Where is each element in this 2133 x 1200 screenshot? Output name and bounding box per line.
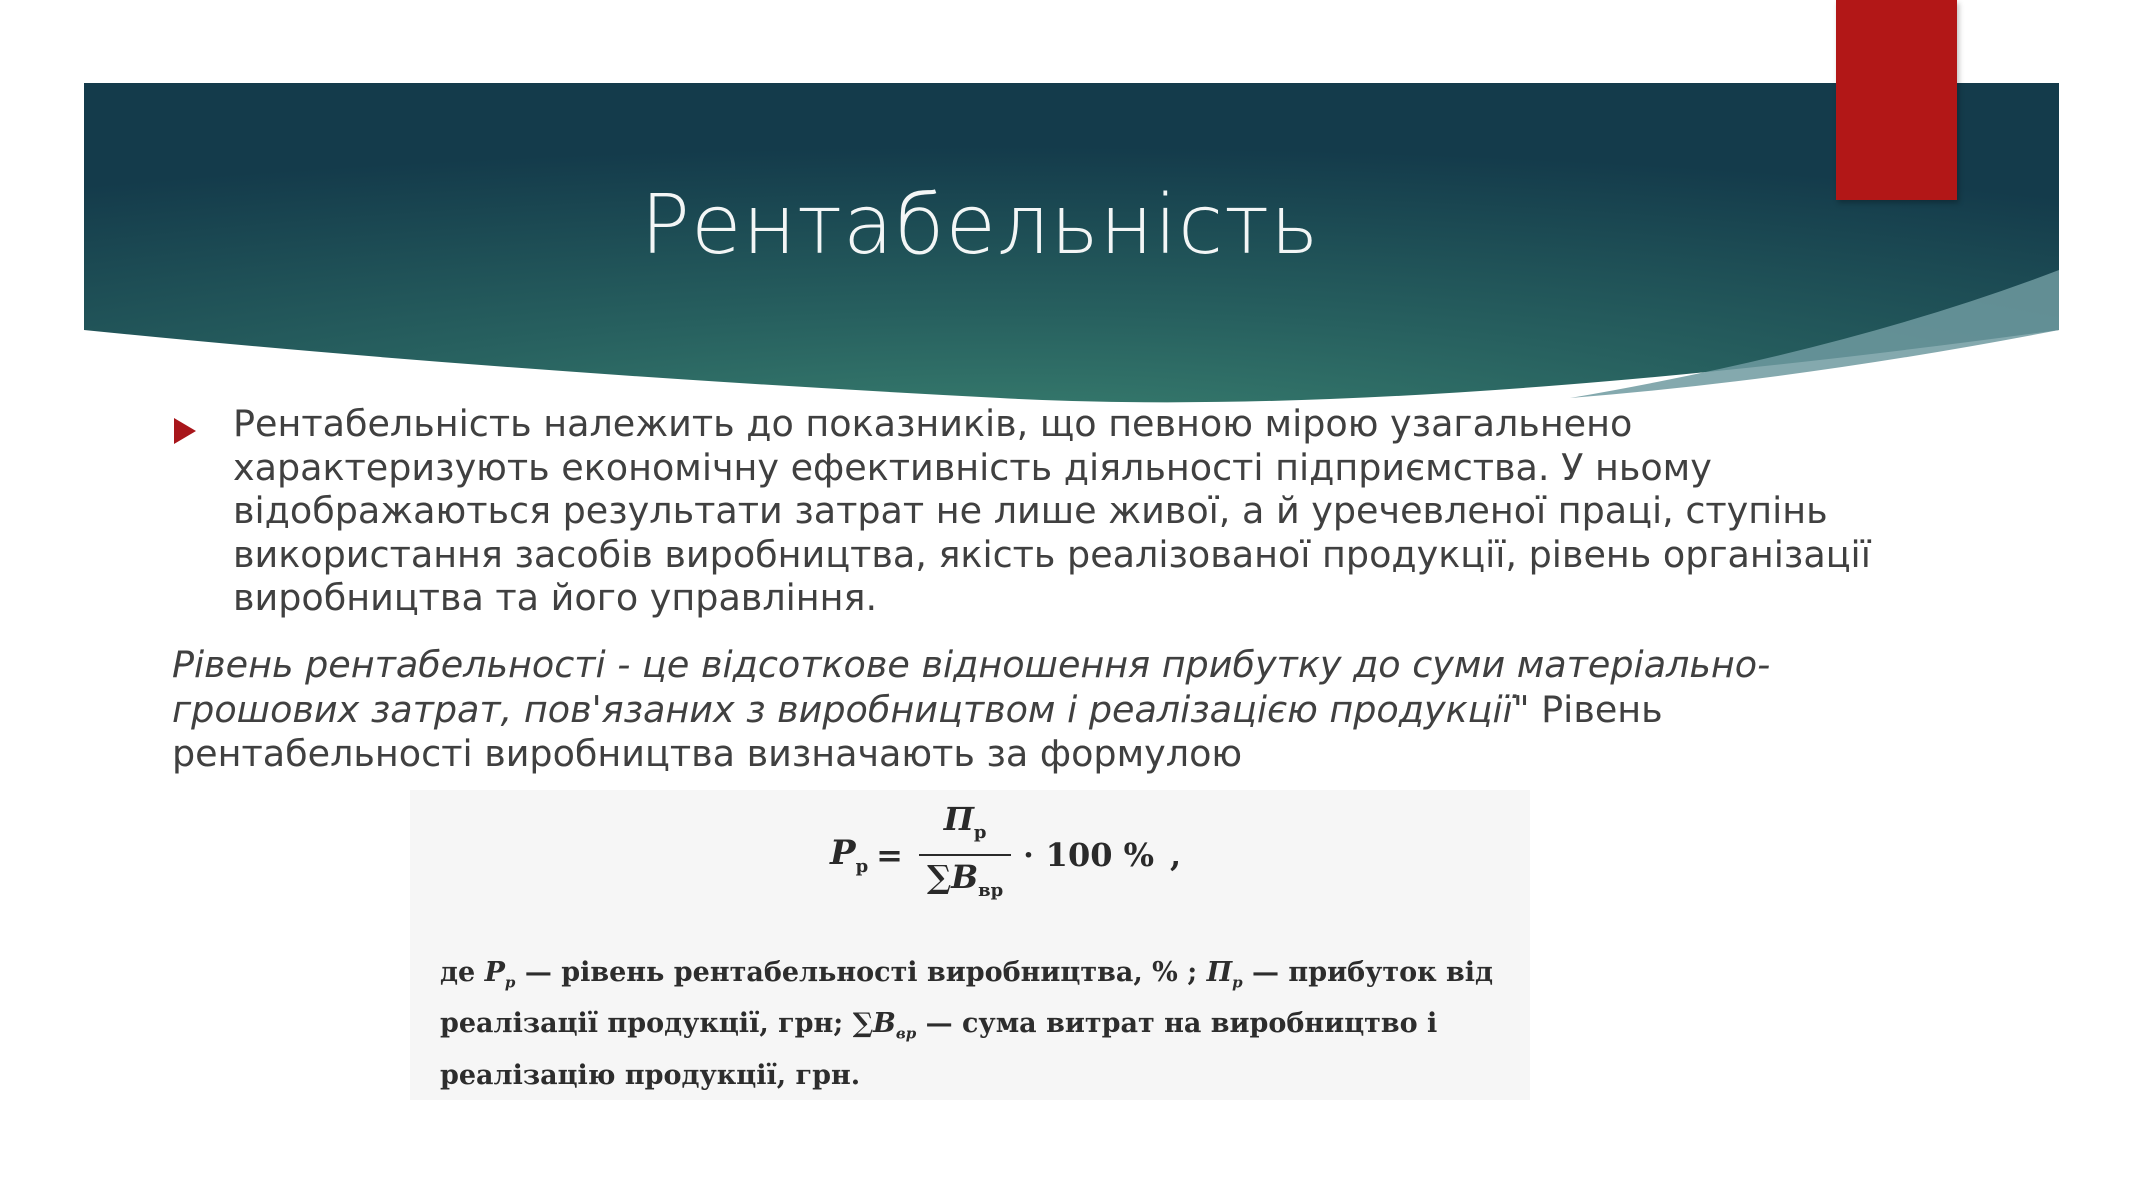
legend-b-var: $\sum B_{вр}$ xyxy=(852,1008,917,1043)
legend-p-var: $P_р$ xyxy=(484,957,516,992)
legend-pr-desc: — прибуток від реалізації продукції, грн; xyxy=(440,957,1494,1040)
legend-p-desc: — рівень рентабельності виробництва, % ; xyxy=(524,957,1198,988)
formula-legend xyxy=(440,952,1520,1097)
formula-multiplier: · xyxy=(1023,837,1034,873)
legend-b-desc: — сума витрат на виробництво і реалізацію продукції, грн. xyxy=(440,1008,1438,1091)
legend-pr-var: $П_р$ xyxy=(1206,957,1243,992)
triangle-right-icon xyxy=(174,418,196,444)
formula-numerator: $П_р$ xyxy=(943,800,987,843)
definition-rest: " Рівень рентабельності виробництва визначають за формулою xyxy=(172,687,1663,775)
formula-denominator: $\sum B_{вр}$ xyxy=(926,858,1004,901)
profitability-formula xyxy=(830,800,1189,910)
formula-factor: 100 % xyxy=(1045,836,1155,874)
formula-equals: = xyxy=(876,836,903,874)
formula-trailing: , xyxy=(1170,836,1182,874)
definition-paragraph xyxy=(172,643,1932,777)
legend-de: де xyxy=(440,957,476,988)
formula-lhs: $P_р$ xyxy=(830,833,869,877)
slide-title: Рентабельність xyxy=(640,178,1320,273)
bullet-paragraph: Рентабельність належить до показників, що певною мірою узагальнено характеризують економічну ефективність діяльності підприємства. У ньому відображаються результати затрат не лише живої, а й уречевленої праці, ступінь використання засобів виробництва, якість реалізованої продукції, рівень організації виробництва та його управління. xyxy=(233,402,1871,619)
definition-italic: Рівень рентабельності - це відсоткове відношення прибутку до суми матеріально-грошових затрат, пов'язаних з виробництвом і реалізацією продукції xyxy=(172,643,1771,731)
formula-fraction xyxy=(919,798,1011,912)
red-bookmark-accent xyxy=(1836,0,1957,200)
